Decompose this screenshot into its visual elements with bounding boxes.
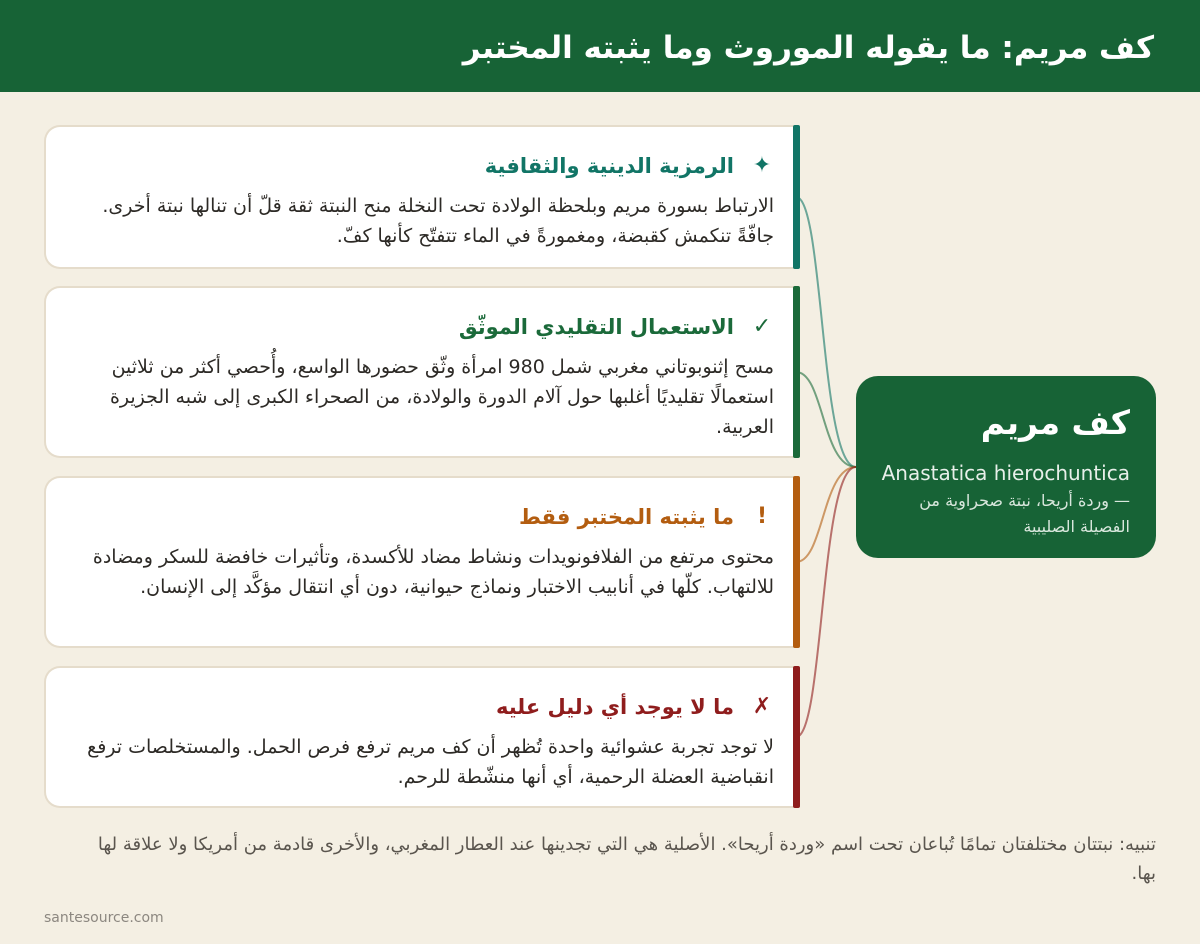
card-accent-bar [793,125,800,269]
card-lab-evidence [44,476,794,648]
card-no-evidence [44,666,794,808]
card-heading: ما لا يوجد أي دليل عليه [495,695,734,719]
card-accent-bar [793,476,800,648]
check-icon: ✓ [752,314,772,339]
connector-lab [796,467,856,562]
connector-traditional [796,372,856,467]
hub-title: كف مريم [980,403,1130,442]
card-accent-bar [793,666,800,808]
connector-religious [796,197,856,467]
card-accent-bar [793,286,800,458]
card-text: لا توجد تجربة عشوائية واحدة تُظهر أن كف مريم ترفع فرص الحمل. والمستخلصات ترفع انقباضية العضلة الرحمية، أي أنها منشّطة للرحم. [87,736,774,788]
card-title-row [70,153,774,179]
card-title-row [70,314,774,340]
plant-hub-card [856,376,1156,558]
exclamation-icon: ! [756,504,768,529]
card-text: مسح إثنوبوتاني مغربي شمل 980 امرأة وثّق حضورها الواسع، وأُحصي أكثر من ثلاثين استعمالًا تقليديًا أغلبها حول آلام الدورة والولادة، من الصحراء الكبرى إلى شبه الجزيرة العربية. [109,356,774,438]
page-header [0,0,1200,92]
card-heading: ما يثبته المختبر فقط [518,505,734,529]
card-religious-symbolism [44,125,794,269]
connector-no-evidence [796,467,856,737]
source-credit: santesource.com [44,910,164,926]
page-title: كف مريم: ما يقوله الموروث وما يثبته المختبر [462,30,1154,66]
card-heading: الرمزية الدينية والثقافية [484,154,734,178]
hub-latin-name: Anastatica hierochuntica [881,461,1130,485]
card-heading: الاستعمال التقليدي الموثّق [458,315,734,339]
card-traditional-use [44,286,794,458]
hub-description: — وردة أريحا، نبتة صحراوية من الفصيلة الصليبية [919,491,1130,536]
card-text: محتوى مرتفع من الفلافونويدات ونشاط مضاد للأكسدة، وتأثيرات خافضة للسكر ومضادة للالتهاب. كلّها في أنابيب الاختبار ونماذج حيوانية، دون أي انتقال مؤكَّد إلى الإنسان. [92,546,774,598]
cross-icon: ✗ [752,694,772,719]
card-text: الارتباط بسورة مريم وبلحظة الولادة تحت النخلة منح النبتة ثقة قلّ أن تنالها نبتة أخرى. جافّةً تنكمش كقبضة، ومغمورةً في الماء تتفتّح كأنها كفّ. [102,195,774,247]
warning-note: تنبيه: نبتتان مختلفتان تمامًا تُباعان تحت اسم «وردة أريحا». الأصلية هي التي تجدينها عند العطار المغربي، والأخرى قادمة من أمريكا ولا علاقة لها بها. [97,834,1156,884]
card-title-row [70,694,774,720]
card-title-row [70,504,774,530]
sparkle-icon: ✦ [752,153,772,178]
